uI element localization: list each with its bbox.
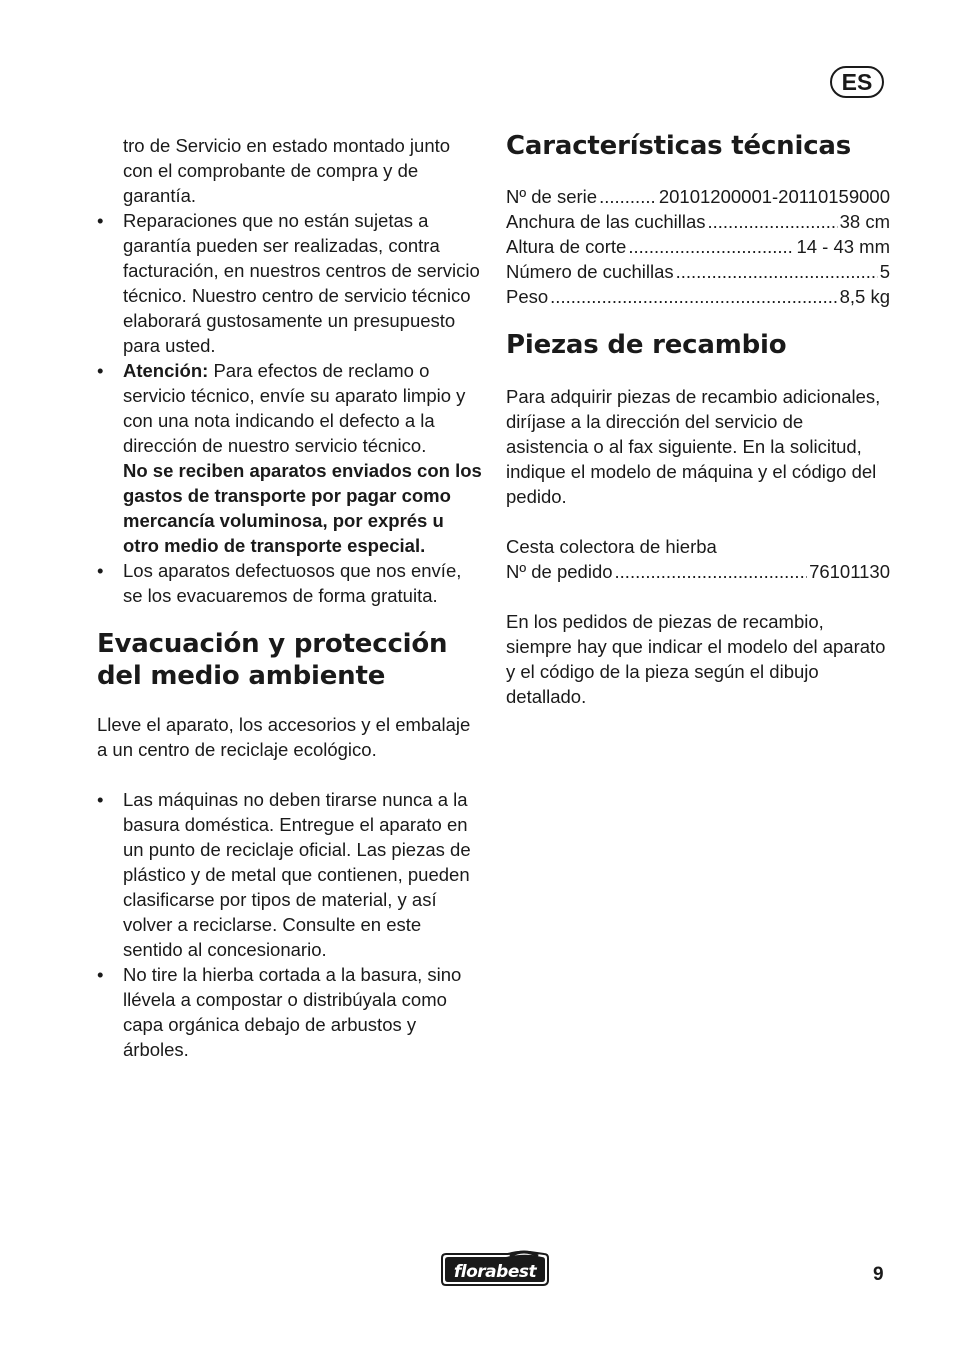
attention-label: Atención: — [123, 360, 209, 381]
bullet-icon: • — [97, 964, 104, 985]
logo-text: florabest — [453, 1262, 537, 1282]
specs-table — [506, 184, 890, 309]
spec-row-blade-width: Anchura de las cuchillas ..... 38 cm — [506, 209, 890, 234]
list-item: • Reparaciones que no están sujetas a garantía pueden ser realizadas, contra facturación, en nuestros centros de servicio técnico. Nuestro centro de servicio técnico elaborará gustosamente un presupuesto para usted. — [97, 210, 480, 356]
list-item: • No tire la hierba cortada a la basura, sino llévela a compostar o distribúyala como capa orgánica debajo de arbustos y árboles. — [97, 964, 462, 1060]
order-number-row: Nº de pedido ..... 76101130 — [506, 559, 890, 584]
page-number: 9 — [873, 1264, 884, 1285]
parts-note: En los pedidos de piezas de recambio, siempre hay que indicar el modelo del aparato y el código de la pieza según el dibujo detallado. — [506, 611, 886, 707]
bullet-icon: • — [97, 789, 104, 810]
list-item: • Las máquinas no deben tirarse nunca a la basura doméstica. Entregue el aparato en un punto de reciclaje oficial. Las piezas de plástico y de metal que contienen, pueden clasificarse por tipos de material, y así volver a reciclarse. Consulte en este sentido al concesionario. — [97, 789, 471, 960]
spec-row-blade-count: Número de cuchillas ..... 5 — [506, 259, 890, 284]
spec-row-cutting-height: Altura de corte ..... 14 - 43 mm — [506, 234, 890, 259]
list-item: • Atención: Para efectos de reclamo o servicio técnico, envíe su aparato limpio y con una nota indicando el defecto a la dirección de nuestro servicio técnico. No se reciben aparatos enviados con los gastos de transporte por pagar como mercancía voluminosa, por exprés u otro medio de transporte especial. — [97, 360, 482, 556]
right-column — [506, 130, 890, 709]
bullet-icon: • — [97, 560, 104, 581]
section-heading-specs: Características técnicas — [506, 131, 852, 161]
bullet-icon: • — [97, 210, 104, 231]
florabest-logo — [438, 1250, 550, 1288]
spec-row-weight: Peso ..... 8,5 kg — [506, 284, 890, 309]
section-heading-parts: Piezas de recambio — [506, 330, 787, 360]
part-name: Cesta colectora de hierba — [506, 536, 717, 557]
attention-bold-note: No se reciben aparatos enviados con los gastos de transporte por pagar como mercancía voluminosa, por exprés u otro medio de transporte especial. — [123, 460, 482, 556]
bullet-icon: • — [97, 360, 104, 381]
section-heading-disposal: Evacuación y protección del medio ambiente — [97, 629, 448, 691]
continuation-paragraph: tro de Servicio en estado montado junto con el comprobante de compra y de garantía. — [123, 135, 451, 206]
spec-row-serial: Nº de serie ..... 20101200001-20110159000 — [506, 184, 890, 209]
left-column — [97, 133, 483, 1062]
parts-intro: Para adquirir piezas de recambio adicionales, diríjase a la dirección del servicio de asistencia o al fax siguiente. En la solicitud, indique el modelo de máquina y el código del pedido. — [506, 386, 881, 507]
disposal-bullet-list — [97, 787, 483, 1062]
language-badge: ES — [830, 66, 884, 98]
disposal-intro: Lleve el aparato, los accesorios y el embalaje a un centro de reciclaje ecológico. — [97, 714, 471, 760]
warranty-bullet-list — [97, 208, 483, 608]
list-item: • Los aparatos defectuosos que nos envíe, se los evacuaremos de forma gratuita. — [97, 560, 462, 606]
